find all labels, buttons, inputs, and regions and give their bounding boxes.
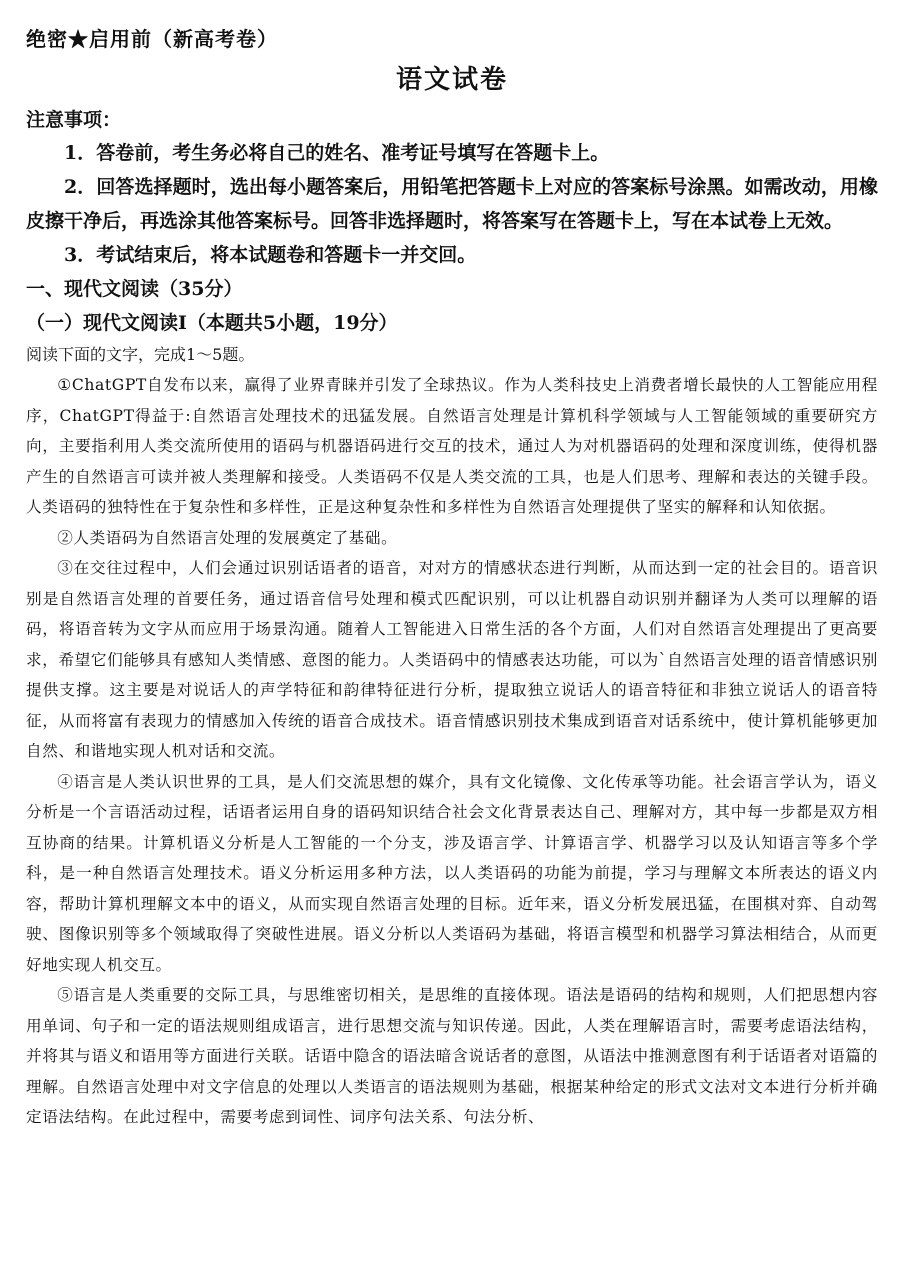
passage-paragraph-3: ③在交往过程中，人们会通过识别话语者的语音，对对方的情感状态进行判断，从而达到一定的社会目的。语音识别是自然语言处理的首要任务，通过语音信号处理和模式匹配识别，可以让机器自动识别并翻译为人类可以理解的语码，将语音转为文字从而应用于场景沟通。随着人工智能进入日常生活的各个方面，人们对自然语言处理提出了更高要求，希望它们能够具有感知人类情感、意图的能力。人类语码中的情感表达功能，可以为`自然语言处理的语音情感识别提供支撑。这主要是对说话人的声学特征和韵律特征进行分析，提取独立说话人的语音特征和非独立说话人的语音特征，从而将富有表现力的情感加入传统的语音合成技术。语音情感识别技术集成到语音对话系统中，使计算机能够更加自然、和谐地实现人机对话和交流。	[26, 559, 878, 760]
notice-item-2: 2．回答选择题时，选出每小题答案后，用铅笔把答题卡上对应的答案标号涂黑。如需改动，用橡皮擦干净后，再选涂其他答案标号。回答非选择题时，将答案写在答题卡上，写在本试卷上无效。	[26, 176, 878, 232]
notice-item-3: 3．考试结束后，将本试题卷和答题卡一并交回。	[64, 244, 477, 266]
section-heading: 一、现代文阅读（35分）	[26, 278, 243, 300]
notice-item-1: 1．答卷前，考生务必将自己的姓名、准考证号填写在答题卡上。	[64, 142, 610, 164]
subsection-heading: （一）现代文阅读Ⅰ（本题共5小题，19分）	[26, 312, 398, 334]
passage-paragraph-4: ④语言是人类认识世界的工具，是人们交流思想的媒介，具有文化镜像、文化传承等功能。社会语言学认为，语义分析是一个言语活动过程，话语者运用自身的语码知识结合社会文化背景表达自己、理解对方，其中每一步都是双方相互协商的结果。计算机语义分析是人工智能的一个分支，涉及语言学、计算语言学、机器学习以及认知语言等多个学科，是一种自然语言处理技术。语义分析运用多种方法，以人类语码的功能为前提，学习与理解文本所表达的语义内容，帮助计算机理解文本中的语义，从而实现自然语言处理的目标。近年来，语义分析发展迅猛，在围棋对弈、自动驾驶、图像识别等多个领域取得了突破性进展。语义分析以人类语码为基础，将语言模型和机器学习算法相结合，从而更好地实现人机交互。	[26, 772, 878, 974]
notice-heading: 注意事项：	[26, 109, 122, 131]
passage-paragraph-2: ②人类语码为自然语言处理的发展奠定了基础。	[57, 528, 398, 547]
passage-paragraph-1: ①ChatGPT自发布以来，赢得了业界青睐并引发了全球热议。作为人类科技史上消费者增长最快的人工智能应用程序，ChatGPT得益于:自然语言处理技术的迅猛发展。自然语言处理是计算机科学领域与人工智能领域的重要研究方向，主要指利用人类交流所使用的语码与机器语码进行交互的技术，通过人为对机器语码的处理和深度训练，使得机器产生的自然语言可读并被人类理解和接受。人类语码不仅是人类交流的工具，也是人们思考、理解和表达的关键手段。人类语码的独特性在于复杂性和多样性，正是这种复杂性和多样性为自然语言处理提供了坚实的解释和认知依据。	[26, 376, 878, 516]
page-title: 语文试卷	[395, 65, 508, 95]
passage-paragraph-5: ⑤语言是人类重要的交际工具，与思维密切相关，是思维的直接体现。语法是语码的结构和规则，人们把思想内容用单词、句子和一定的语法规则组成语言，进行思想交流与知识传递。因此，人类在理解语言时，需要考虑语法结构，并将其与语义和语用等方面进行关联。话语中隐含的语法暗含说话者的意图，从语法中推测意图有利于话语者对语篇的理解。自然语言处理中对文字信息的处理以人类语言的语法规则为基础，根据某种给定的形式文法对文本进行分析并确定语法结构。在此过程中，需要考虑到词性、词序句法关系、句法分析、	[26, 986, 878, 1126]
reading-instruction: 阅读下面的文字，完成1～5题。	[26, 345, 255, 364]
confidential-label: 绝密★启用前（新高考卷）	[26, 27, 278, 51]
